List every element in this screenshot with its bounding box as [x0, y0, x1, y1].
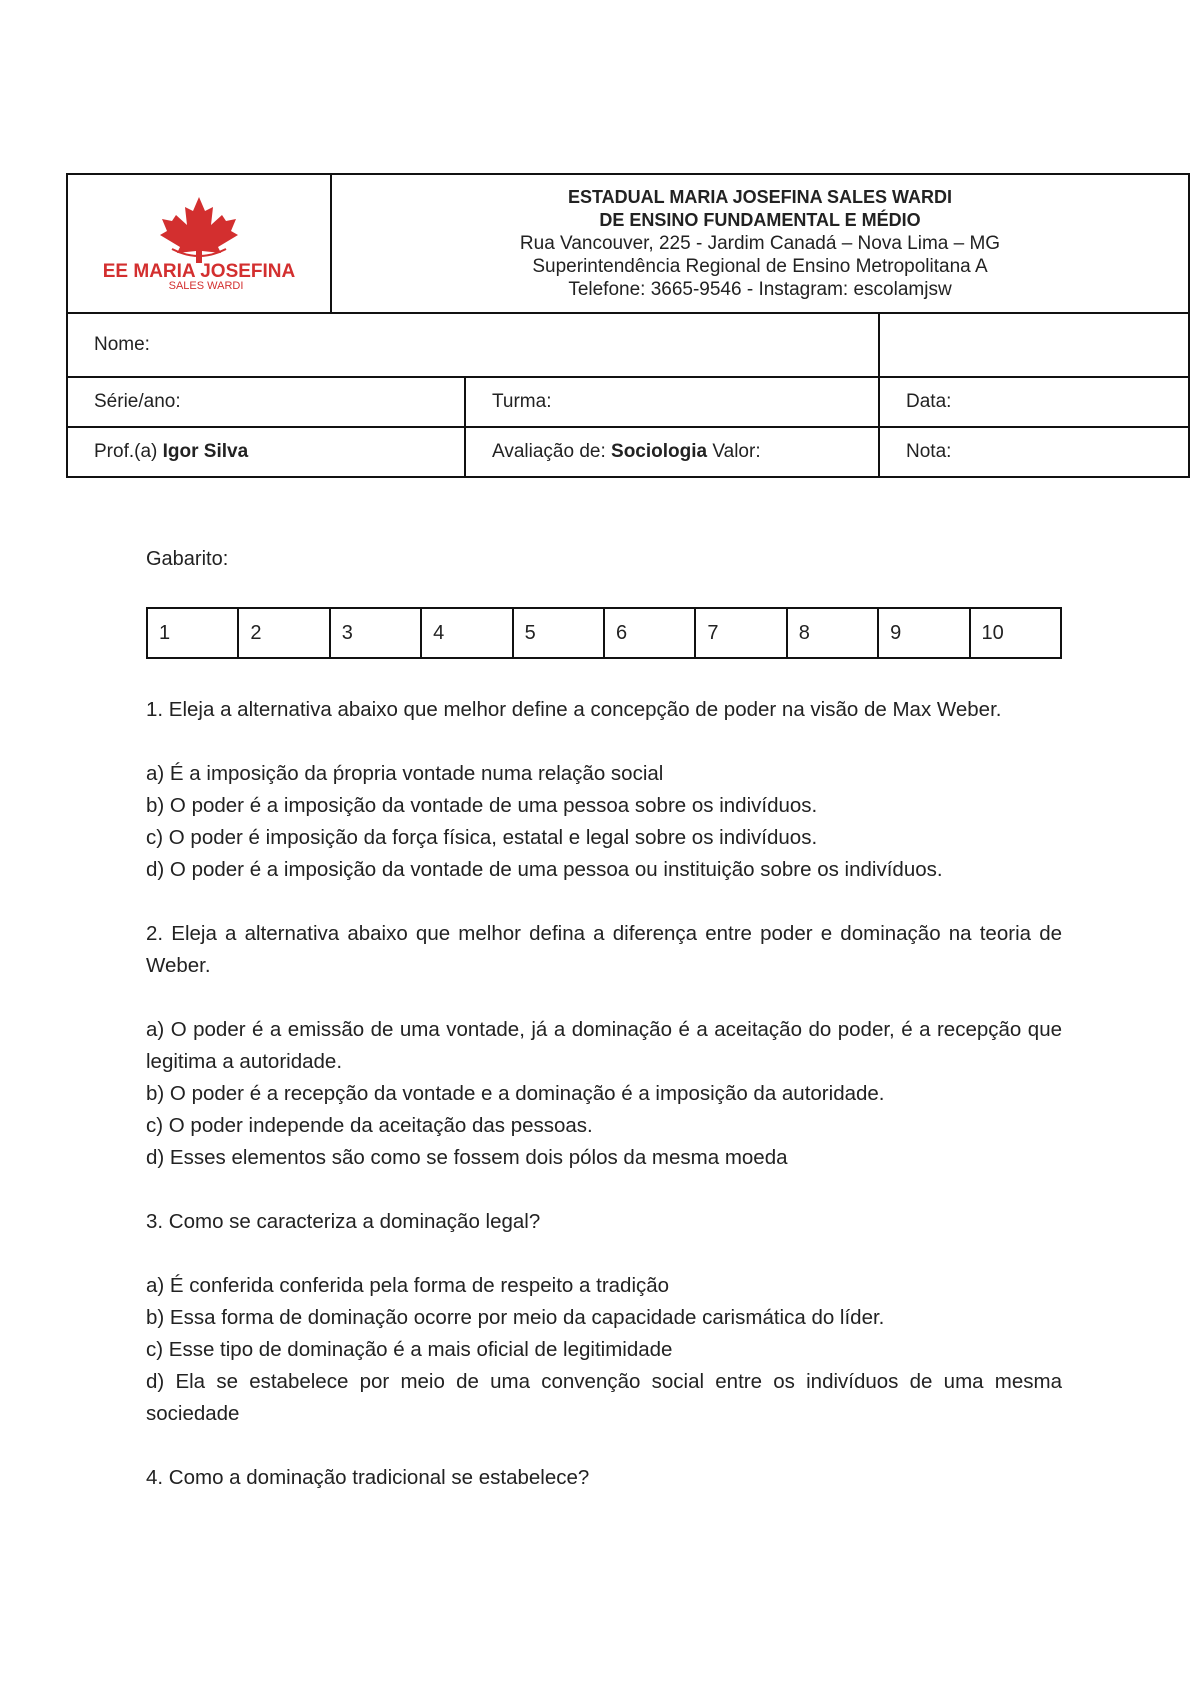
- data-field[interactable]: [879, 377, 1189, 427]
- prof-name: Igor Silva: [162, 441, 249, 462]
- question-2-option-c: c) O poder independe da aceitação das pessoas.: [146, 1114, 593, 1137]
- gabarito-cell-10[interactable]: 10: [970, 608, 1061, 658]
- question-1-text: 1. Eleja a alternativa abaixo que melhor define a concepção de poder na visão de Max Weber.: [146, 698, 1002, 721]
- gabarito-cell-4[interactable]: 4: [421, 608, 512, 658]
- question-2-text: 2. Eleja a alternativa abaixo que melhor defina a diferença entre poder e dominação na teoria de Weber.: [146, 922, 1062, 977]
- prof-field: [67, 427, 465, 477]
- school-logo: [67, 174, 331, 313]
- question-2-option-a: a) O poder é a emissão de uma vontade, já a dominação é a aceitação do poder, é a recepção que legitima a autoridade.: [146, 1018, 1062, 1073]
- school-info: [331, 174, 1189, 313]
- question-1-option-d: d) O poder é a imposição da vontade de uma pessoa ou instituição sobre os indivíduos.: [146, 858, 943, 881]
- question-4-text: 4. Como a dominação tradicional se estabelece?: [146, 1466, 590, 1489]
- nome-label: Nome:: [94, 334, 150, 355]
- gabarito-cell-7[interactable]: 7: [695, 608, 786, 658]
- nota-field[interactable]: [879, 427, 1189, 477]
- avaliacao-subject: Sociologia: [611, 441, 708, 462]
- gabarito-table: [146, 607, 1062, 659]
- maple-leaf-icon: [102, 191, 296, 292]
- gabarito-cell-6[interactable]: 6: [604, 608, 695, 658]
- data-label: Data:: [906, 391, 952, 412]
- nota-label: Nota:: [906, 441, 952, 462]
- question-3-option-a: a) É conferida conferida pela forma de respeito a tradição: [146, 1274, 670, 1297]
- question-1-option-c: c) O poder é imposição da força física, estatal e legal sobre os indivíduos.: [146, 826, 818, 849]
- question-3-option-c: c) Esse tipo de dominação é a mais oficial de legitimidade: [146, 1338, 673, 1361]
- question-2-option-b: b) O poder é a recepção da vontade e a dominação é a imposição da autoridade.: [146, 1082, 885, 1105]
- school-contact: Telefone: 3665-9546 - Instagram: escolamjsw: [568, 279, 952, 300]
- school-superintendency: Superintendência Regional de Ensino Metropolitana A: [532, 256, 988, 277]
- logo-subtitle: SALES WARDI: [168, 279, 244, 292]
- prof-label: Prof.(a): [94, 441, 158, 462]
- gabarito-label: Gabarito:: [146, 548, 229, 570]
- gabarito-cell-2[interactable]: 2: [238, 608, 329, 658]
- avaliacao-field: [465, 427, 879, 477]
- school-name: ESTADUAL MARIA JOSEFINA SALES WARDI: [567, 187, 953, 207]
- gabarito-cell-5[interactable]: 5: [513, 608, 604, 658]
- turma-label: Turma:: [492, 391, 552, 412]
- question-3-text: 3. Como se caracteriza a dominação legal?: [146, 1210, 541, 1233]
- question-1-option-b: b) O poder é a imposição da vontade de uma pessoa sobre os indivíduos.: [146, 794, 818, 817]
- question-2-option-d: d) Esses elementos são como se fossem dois pólos da mesma moeda: [146, 1146, 788, 1169]
- school-level: DE ENSINO FUNDAMENTAL E MÉDIO: [599, 210, 921, 230]
- question-3-option-d: d) Ela se estabelece por meio de uma convenção social entre os indivíduos de uma mesma sociedade: [146, 1370, 1062, 1425]
- school-address: Rua Vancouver, 225 - Jardim Canadá – Nova Lima – MG: [519, 233, 1001, 254]
- gabarito-cell-8[interactable]: 8: [787, 608, 878, 658]
- nome-field[interactable]: [67, 313, 879, 377]
- serie-label: Série/ano:: [94, 391, 181, 412]
- header-table: [66, 173, 1190, 478]
- valor-label: Valor:: [712, 441, 761, 462]
- avaliacao-label: Avaliação de:: [492, 441, 606, 462]
- gabarito-cell-3[interactable]: 3: [330, 608, 421, 658]
- gabarito-cell-1[interactable]: 1: [147, 608, 238, 658]
- gabarito-cell-9[interactable]: 9: [878, 608, 969, 658]
- nome-extra-field[interactable]: [879, 313, 1189, 377]
- question-1-option-a: a) É a imposição da ṕropria vontade numa relação social: [146, 762, 664, 785]
- turma-field[interactable]: [465, 377, 879, 427]
- question-3-option-b: b) Essa forma de dominação ocorre por meio da capacidade carismática do líder.: [146, 1306, 885, 1329]
- logo-title: EE MARIA JOSEFINA: [102, 260, 296, 282]
- questions: [146, 694, 1062, 1494]
- serie-field[interactable]: [67, 377, 465, 427]
